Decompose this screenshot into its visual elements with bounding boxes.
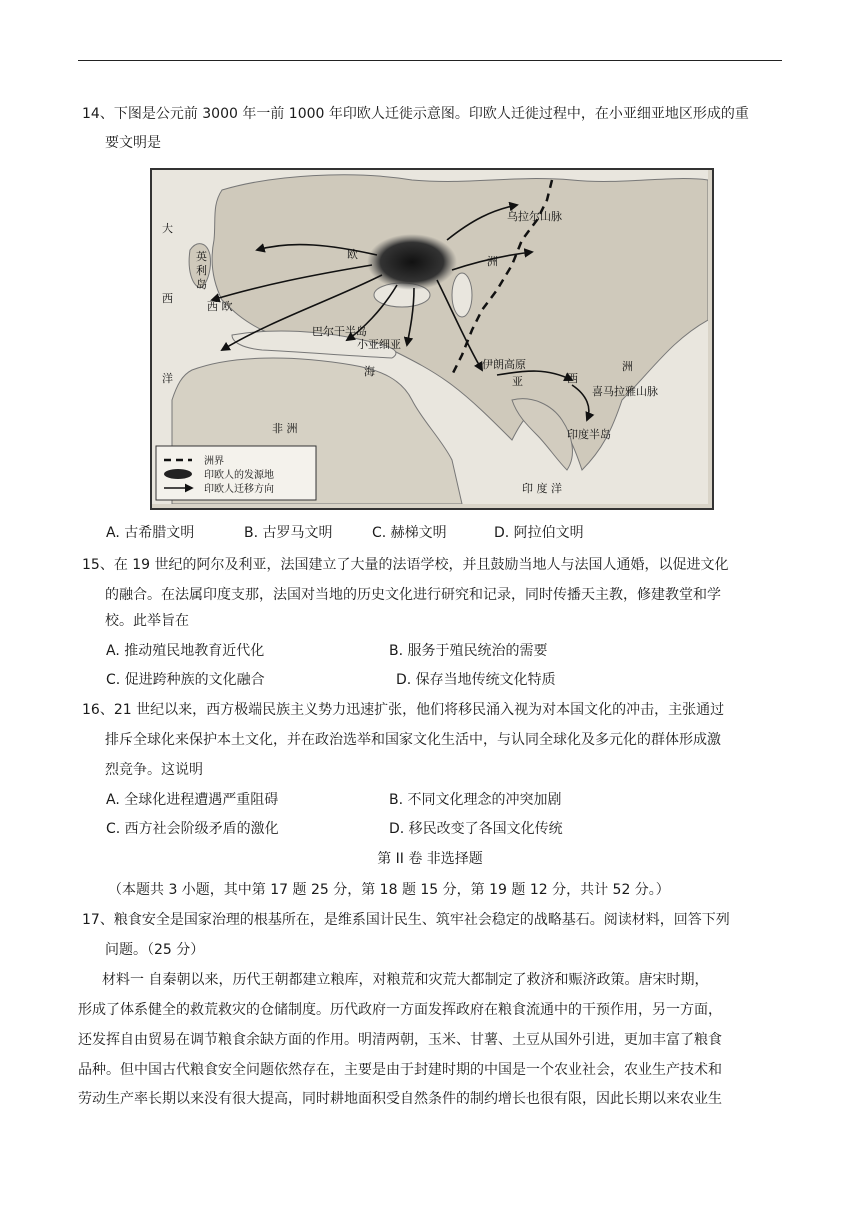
- legend-label-boundary: 洲界: [204, 456, 224, 467]
- map-label-xi: 西: [162, 292, 173, 305]
- q15-option-a: A. 推动殖民地教育近代化: [106, 643, 265, 659]
- q17-material-line1: 材料一 自秦朝以来，历代王朝都建立粮库，对粮荒和灾荒大都制定了救济和赈济政策。唐宋时期，: [102, 972, 709, 988]
- header-rule: [78, 60, 782, 61]
- q17-stem-line1: 17、粮食安全是国家治理的根基所在，是维系国计民生、筑牢社会稳定的战略基石。阅读材料，回答下列: [82, 912, 730, 928]
- q16-stem-line3: 烈竞争。这说明: [105, 762, 203, 778]
- map-label-ural: 乌拉尔山脉: [507, 210, 562, 223]
- map-label-hai: 海: [364, 365, 375, 378]
- q16-option-d: D. 移民改变了各国文化传统: [389, 821, 563, 837]
- section-title: 第 II 卷 非选择题: [377, 851, 483, 867]
- q15-option-d: D. 保存当地传统文化特质: [396, 672, 556, 688]
- legend-label-direction: 印欧人迁移方向: [204, 484, 274, 495]
- q14-option-d: D. 阿拉伯文明: [494, 525, 584, 541]
- map-label-xiaoyaxiya: 小亚细亚: [357, 338, 401, 351]
- q16-option-c: C. 西方社会阶级矛盾的激化: [106, 821, 279, 837]
- q16-option-b: B. 不同文化理念的冲突加剧: [389, 792, 562, 808]
- q17-material-line2: 形成了体系健全的救荒救灾的仓储制度。历代政府一方面发挥政府在粮食流通中的干预作用，另一方面，: [78, 1002, 722, 1018]
- map-label-dao: 岛: [196, 278, 207, 291]
- caspian-sea: [452, 273, 472, 317]
- legend-label-origin: 印欧人的发源地: [204, 470, 274, 481]
- q15-stem-line1: 15、在 19 世纪的阿尔及利亚，法国建立了大量的法语学校，并且鼓励当地人与法国人通婚，以促进文化: [82, 557, 729, 573]
- origin-area: [367, 234, 457, 290]
- q15-option-b: B. 服务于殖民统治的需要: [389, 643, 548, 659]
- map-label-zhou-v: 洲: [487, 255, 498, 268]
- q17-stem-line2: 问题。（25 分）: [105, 942, 205, 958]
- map-label-li: 利: [196, 264, 207, 277]
- map-label-india-peninsula: 印度半岛: [567, 428, 611, 441]
- map-label-xi-ou: 西 欧: [207, 300, 233, 313]
- map-label-himalaya: 喜马拉雅山脉: [592, 385, 658, 398]
- legend-origin-icon: [164, 469, 192, 479]
- map-label-ou: 欧: [347, 248, 358, 261]
- indo-european-migration-map: [150, 168, 714, 510]
- q16-stem-line2: 排斥全球化来保护本土文化，并在政治选举和国家文化生活中，与认同全球化及多元化的群体形成激: [105, 732, 721, 748]
- map-label-da: 大: [162, 222, 173, 235]
- q17-material-line5: 劳动生产率长期以来没有很大提高，同时耕地面积受自然条件的制约增长也很有限，因此长期以来农业生: [78, 1091, 722, 1107]
- map-label-xi2: 西: [567, 372, 578, 385]
- q15-stem-line2: 的融合。在法属印度支那，法国对当地的历史文化进行研究和记录，同时传播天主教，修建教堂和学: [105, 587, 721, 603]
- map-label-iran: 伊朗高原: [482, 358, 526, 371]
- map-label-balkan: 巴尔干半岛: [312, 325, 367, 338]
- q14-stem-line2: 要文明是: [105, 135, 161, 151]
- q14-option-b: B. 古罗马文明: [244, 525, 333, 541]
- map-label-africa: 非 洲: [272, 422, 298, 435]
- section-note: （本题共 3 小题，其中第 17 题 25 分，第 18 题 15 分，第 19 题 12 分，共计 52 分。）: [108, 882, 670, 898]
- map-label-ying: 英: [196, 250, 207, 263]
- q16-stem-line1: 16、21 世纪以来，西方极端民族主义势力迅速扩张，他们将移民涌入视为对本国文化的冲击，主张通过: [82, 702, 725, 718]
- q14-option-c: C. 赫梯文明: [372, 525, 447, 541]
- q16-option-a: A. 全球化进程遭遇严重阻碍: [106, 792, 279, 808]
- q14-stem-line1: 14、下图是公元前 3000 年一前 1000 年印欧人迁徙示意图。印欧人迁徙过程中，在小亚细亚地区形成的重: [82, 106, 749, 122]
- map-label-yang: 洋: [162, 372, 173, 385]
- map-label-indian-ocean: 印 度 洋: [522, 482, 562, 495]
- q15-stem-line3: 校。此举旨在: [105, 613, 189, 629]
- map-graphic: [152, 170, 708, 504]
- q17-material-line3: 还发挥自由贸易在调节粮食余缺方面的作用。明清两朝，玉米、甘薯、土豆从国外引进，更加丰富了粮食: [78, 1032, 722, 1048]
- q14-option-a: A. 古希腊文明: [106, 525, 195, 541]
- map-label-ya: 亚: [512, 375, 523, 388]
- q17-material-line4: 品种。但中国古代粮食安全问题依然存在，主要是由于封建时期的中国是一个农业社会，农业生产技术和: [78, 1062, 722, 1078]
- map-label-zhou: 洲: [622, 360, 633, 373]
- q15-option-c: C. 促进跨种族的文化融合: [106, 672, 265, 688]
